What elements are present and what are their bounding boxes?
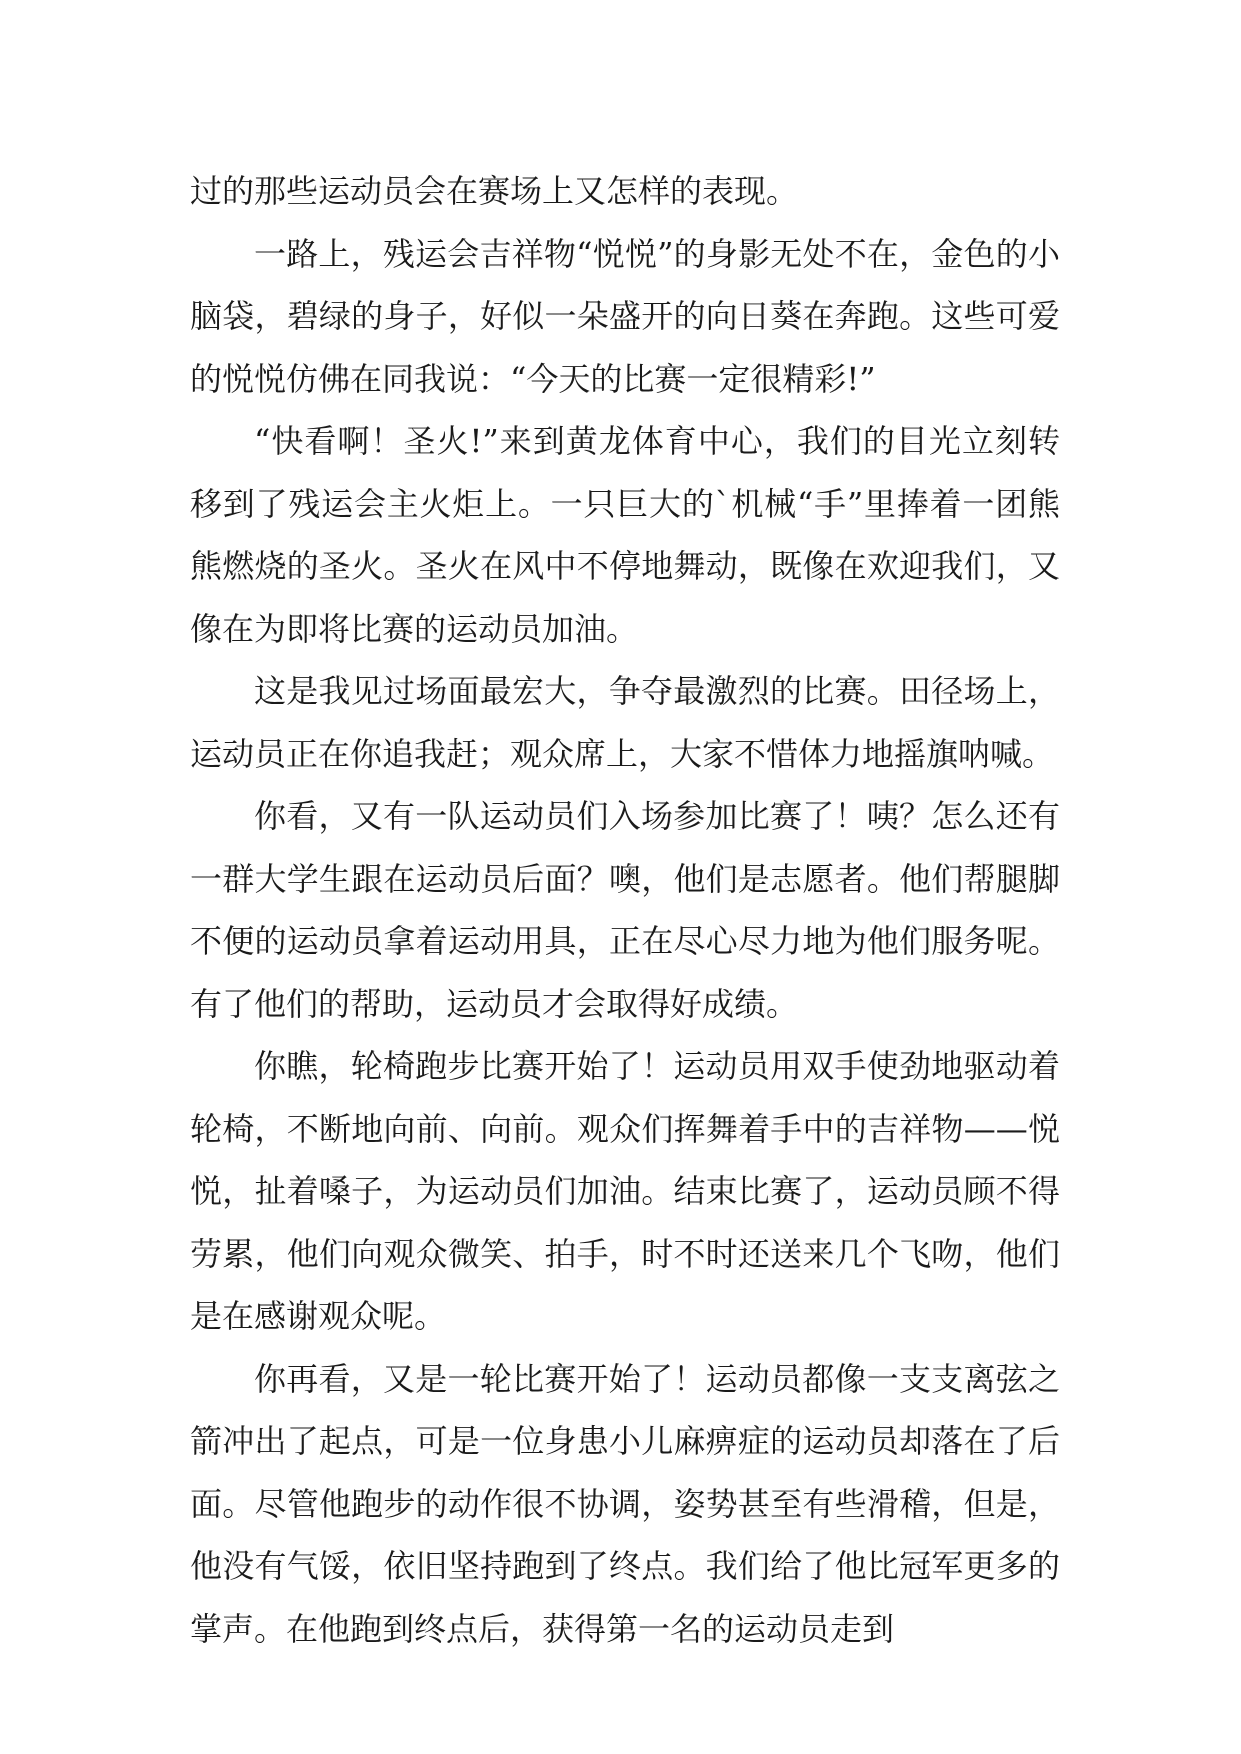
paragraph-torch: “快看啊！圣火!”来到黄龙体育中心，我们的目光立刻转移到了残运会主火炬上。一只巨大的`机械“手”里捧着一团熊熊燃烧的圣火。圣火在风中不停地舞动，既像在欢迎我们，又像在为即将比赛的运动员加油。	[190, 422, 1060, 648]
paragraph-wheelchair-race: 你瞧，轮椅跑步比赛开始了！运动员用双手使劲地驱动着轮椅，不断地向前、向前。观众们挥舞着手中的吉祥物——悦悦，扯着嗓子，为运动员们加油。结束比赛了，运动员顾不得劳累，他们向观众微笑、拍手，时不时还送来几个飞吻，他们是在感谢观众呢。	[190, 1047, 1060, 1335]
document-body	[190, 160, 1060, 1660]
paragraph-polio-runner: 你再看，又是一轮比赛开始了！运动员都像一支支离弦之箭冲出了起点，可是一位身患小儿麻痹症的运动员却落在了后面。尽管他跑步的动作很不协调，姿势甚至有些滑稽，但是，他没有气馁，依旧坚持跑到了终点。我们给了他比冠军更多的掌声。在他跑到终点后，获得第一名的运动员走到	[190, 1359, 1060, 1648]
paragraph-continued: 过的那些运动员会在赛场上又怎样的表现。	[190, 172, 799, 210]
paragraph-competition: 这是我见过场面最宏大，争夺最激烈的比赛。田径场上，运动员正在你追我赶；观众席上，大家不惜体力地摇旗呐喊。	[190, 672, 1060, 773]
paragraph-mascot: 一路上，残运会吉祥物“悦悦”的身影无处不在，金色的小脑袋，碧绿的身子，好似一朵盛开的向日葵在奔跑。这些可爱的悦悦仿佛在同我说：“今天的比赛一定很精彩!”	[190, 234, 1060, 398]
paragraph-volunteers: 你看，又有一队运动员们入场参加比赛了！咦？怎么还有一群大学生跟在运动员后面？噢，他们是志愿者。他们帮腿脚不便的运动员拿着运动用具，正在尽心尽力地为他们服务呢。有了他们的帮助，运动员才会取得好成绩。	[190, 797, 1060, 1023]
